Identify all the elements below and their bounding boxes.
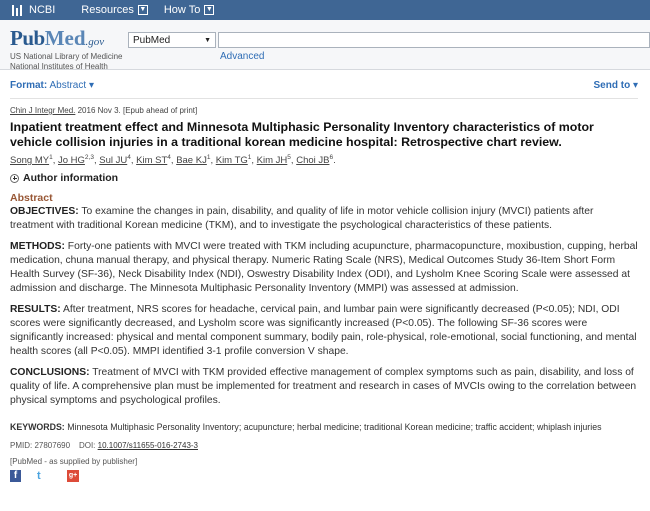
- doi-link[interactable]: 10.1007/s11655-016-2743-3: [97, 441, 199, 451]
- how-to-menu-label: How To: [163, 4, 201, 16]
- ncbi-top-bar: [0, 0, 650, 20]
- citation: [10, 106, 638, 115]
- ncbi-logo-text: NCBI: [29, 4, 56, 16]
- caret-down-icon: ▾: [88, 80, 94, 91]
- abstract-heading: Abstract: [10, 192, 53, 205]
- twitter-icon[interactable]: t: [37, 470, 41, 483]
- author-affiliation: 2,3: [84, 154, 94, 161]
- citation-date: 2016 Nov 3. [Epub ahead of print]: [77, 106, 198, 115]
- divider: [10, 98, 638, 99]
- database-select-value: PubMed: [133, 34, 171, 46]
- author-affiliation: 4: [167, 154, 171, 161]
- author-list: Song $MY^1$, Jo HG$^{2,3}$, Sul $JU^4$, Kim $ST^4$, Bae $KJ^1$, Kim $TG^1$, Kim $JH^5$, Choi $JB^6$.: [10, 154, 336, 167]
- facebook-icon[interactable]: f: [10, 470, 21, 482]
- logo-subtitle-1: US National Library of Medicine: [10, 52, 123, 61]
- author-affiliation: 4: [127, 154, 131, 161]
- author-information-label: Author information: [23, 172, 119, 185]
- send-to-label: Send to: [593, 80, 631, 91]
- author-link[interactable]: Jo HG: [57, 155, 85, 167]
- author-link[interactable]: Bae KJ: [176, 155, 207, 167]
- logo-med: Med: [44, 26, 86, 50]
- abstract-conclusions: [10, 366, 638, 408]
- ncbi-logo[interactable]: [12, 4, 55, 16]
- database-select[interactable]: [128, 32, 216, 48]
- author-link[interactable]: Kim TG: [215, 155, 248, 167]
- author-affiliation: 1: [247, 154, 252, 161]
- author-link[interactable]: Song MY: [10, 155, 50, 167]
- expand-plus-icon: [10, 174, 19, 183]
- supplied-by-note: [PubMed - as supplied by publisher]: [10, 457, 138, 467]
- share-bar: [10, 470, 638, 482]
- article-title: Inpatient treatment effect and Minnesota Multiphasic Personality Inventory characteristics of motor vehicle collision injuries in a traditional korean medicine hospital: Retrospective chart review.: [10, 120, 594, 149]
- keywords-list: Minnesota Multiphasic Personality Inventory; acupuncture; herbal medicine; traditional Korean medicine; traffic accident; whiplash injuries: [67, 422, 602, 433]
- abstract-objectives: [10, 205, 638, 233]
- pubmed-logo[interactable]: [10, 26, 123, 71]
- resources-menu-label: Resources: [81, 4, 134, 16]
- advanced-search-link[interactable]: Advanced: [220, 51, 265, 62]
- author-affiliation: 1: [49, 154, 53, 161]
- format-value: Abstract: [49, 80, 87, 91]
- author-link[interactable]: Kim ST: [136, 155, 168, 167]
- doi-label: DOI:: [78, 441, 96, 451]
- author-affiliation: 1: [206, 154, 211, 161]
- abstract-section-text: After treatment, NRS scores for headache, cervical pain, and lumbar pain were significantly decreased (P<0.05); NDI, ODI scores were significantly decreased, and Lysholm score was significantly increased (P<0.05). The following SF-36 scores were significantly increased: physical and mental component summary, bodily pain, role-physical, role-emotional, social functioning, and mental health scores (all P<0.05). MMPI identified 3-1 profile conversion V shape.: [10, 304, 637, 358]
- abstract-section-label: OBJECTIVES:: [10, 206, 79, 218]
- how-to-menu[interactable]: [164, 4, 214, 16]
- abstract-section-label: RESULTS:: [10, 304, 61, 316]
- logo-pub: Pub: [10, 26, 45, 50]
- abstract-section-text: To examine the changes in pain, disability, and quality of life in motor vehicle collision injury (MVCI) patients after treatment with traditional Korean medicine (TKM), and to investigate the psychological characteristics of these patients.: [10, 206, 594, 232]
- author-affiliation: 6: [329, 154, 334, 161]
- journal-link[interactable]: Chin J Integr Med.: [10, 106, 76, 115]
- search-input[interactable]: [218, 32, 650, 48]
- author-affiliation: 5: [287, 154, 291, 161]
- author-link[interactable]: Choi JB: [296, 155, 330, 167]
- abstract-section-text: Forty-one patients with MVCI were treated with TKM including acupuncture, pharmacopuncture, moxibustion, cupping, herbal medication, chuna manual therapy, and physical therapy. Numeric Rating Scale (NRS), Medical Outcomes Study 36-Item Short Form Health Survey (SF-36), Neck Disability Index (NDI), Oswestry Disability Index (ODI), and Lysholm Knee Scoring Scale were assessed at admission and discharge. The Minnesota Multiphasic Personality Inventory (MMPI) was assessed at admission.: [10, 241, 638, 295]
- article: [10, 106, 638, 482]
- author-link[interactable]: Sul JU: [99, 155, 128, 167]
- caret-down-icon: ▾: [632, 80, 638, 91]
- abstract-methods: [10, 240, 638, 296]
- keywords-label: KEYWORDS:: [10, 422, 65, 433]
- identifiers: [10, 441, 638, 450]
- ncbi-logo-icon: [12, 5, 25, 16]
- logo-subtitle-2: National Institutes of Health: [10, 62, 108, 71]
- abstract-section-text: Treatment of MVCI with TKM provided effective management of complex symptoms such as pain, disability, and loss of quality of life. A comprehensive plan must be implemented for treatment and research in cases of MVCIs owing to the correlation between physical symptoms and psychological profiles.: [10, 367, 637, 407]
- chevron-down-icon: ▼: [204, 36, 211, 44]
- logo-gov: .gov: [85, 36, 105, 48]
- format-selector[interactable]: [10, 80, 94, 91]
- abstract-results: [10, 303, 638, 359]
- abstract-section-label: CONCLUSIONS:: [10, 367, 90, 379]
- send-to-menu[interactable]: [594, 80, 638, 91]
- google-plus-icon[interactable]: g+: [67, 470, 79, 482]
- keywords: [10, 422, 638, 432]
- resources-menu[interactable]: [81, 4, 148, 16]
- abstract-section-label: METHODS:: [10, 241, 65, 253]
- author-information-toggle[interactable]: [10, 172, 638, 184]
- format-label: Format:: [10, 80, 48, 91]
- chevron-down-icon: ▼: [205, 6, 213, 13]
- chevron-down-icon: ▼: [139, 6, 147, 13]
- pubmed-header: [0, 20, 650, 70]
- pmid: PMID: 27807690: [10, 441, 71, 451]
- author-link[interactable]: Kim JH: [256, 155, 288, 167]
